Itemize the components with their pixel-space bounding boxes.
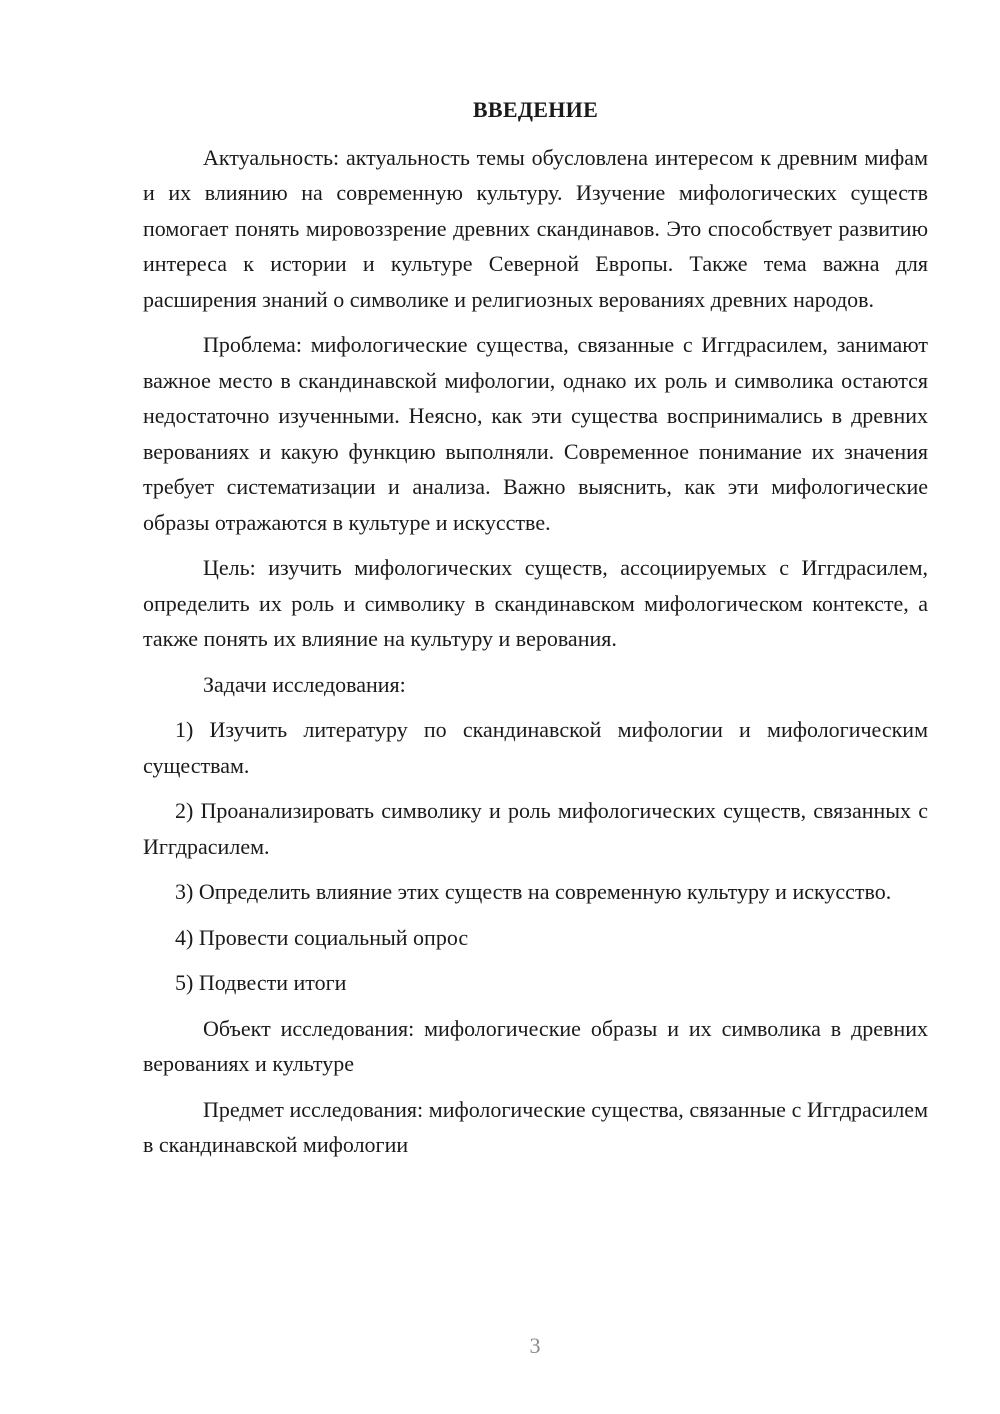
goal-paragraph: Цель: изучить мифологических существ, ассоциируемых с Иггдрасилем, определить их роль и символику в скандинавском мифологическом контексте, а также понять их влияние на культуру и верования. — [143, 555, 928, 651]
section-title: ВВЕДЕНИЕ — [472, 97, 599, 122]
task-item-4: 4) Провести социальный опрос — [175, 924, 469, 950]
task-item-2: 2) Проанализировать символику и роль мифологических существ, связанных с Иггдрасилем. — [143, 798, 928, 859]
page-content — [143, 92, 928, 1173]
problem-paragraph: Проблема: мифологические существа, связанные с Иггдрасилем, занимают важное место в скандинавской мифологии, однако их роль и символика остаются недостаточно изученными. Неясно, как эти существа воспринимались в древних верованиях и какую функцию выполняли. Современное понимание их значения требует систематизации и анализа. Важно выяснить, как эти мифологические образы отражаются в культуре и искусстве. — [143, 332, 928, 535]
page-number: 3 — [529, 1333, 541, 1358]
object-paragraph: Объект исследования: мифологические образы и их символика в древних верованиях и культуре — [143, 1015, 928, 1076]
task-item-5: 5) Подвести итоги — [175, 970, 347, 995]
task-item-1: 1) Изучить литературу по скандинавской мифологии и мифологическим существам. — [143, 717, 928, 778]
relevance-paragraph: Актуальность: актуальность темы обусловлена интересом к древним мифам и их влиянию на современную культуру. Изучение мифологических существ помогает понять мировоззрение древних скандинавов. Это способствует развитию интереса к истории и культуре Северной Европы. Также тема важна для расширения знаний о символике и религиозных верованиях древних народов. — [143, 144, 928, 312]
subject-paragraph: Предмет исследования: мифологические существа, связанные с Иггдрасилем в скандинавской мифологии — [143, 1096, 928, 1157]
tasks-heading: Задачи исследования: — [203, 671, 406, 697]
task-item-3: 3) Определить влияние этих существ на современную культуру и искусство. — [175, 879, 892, 904]
